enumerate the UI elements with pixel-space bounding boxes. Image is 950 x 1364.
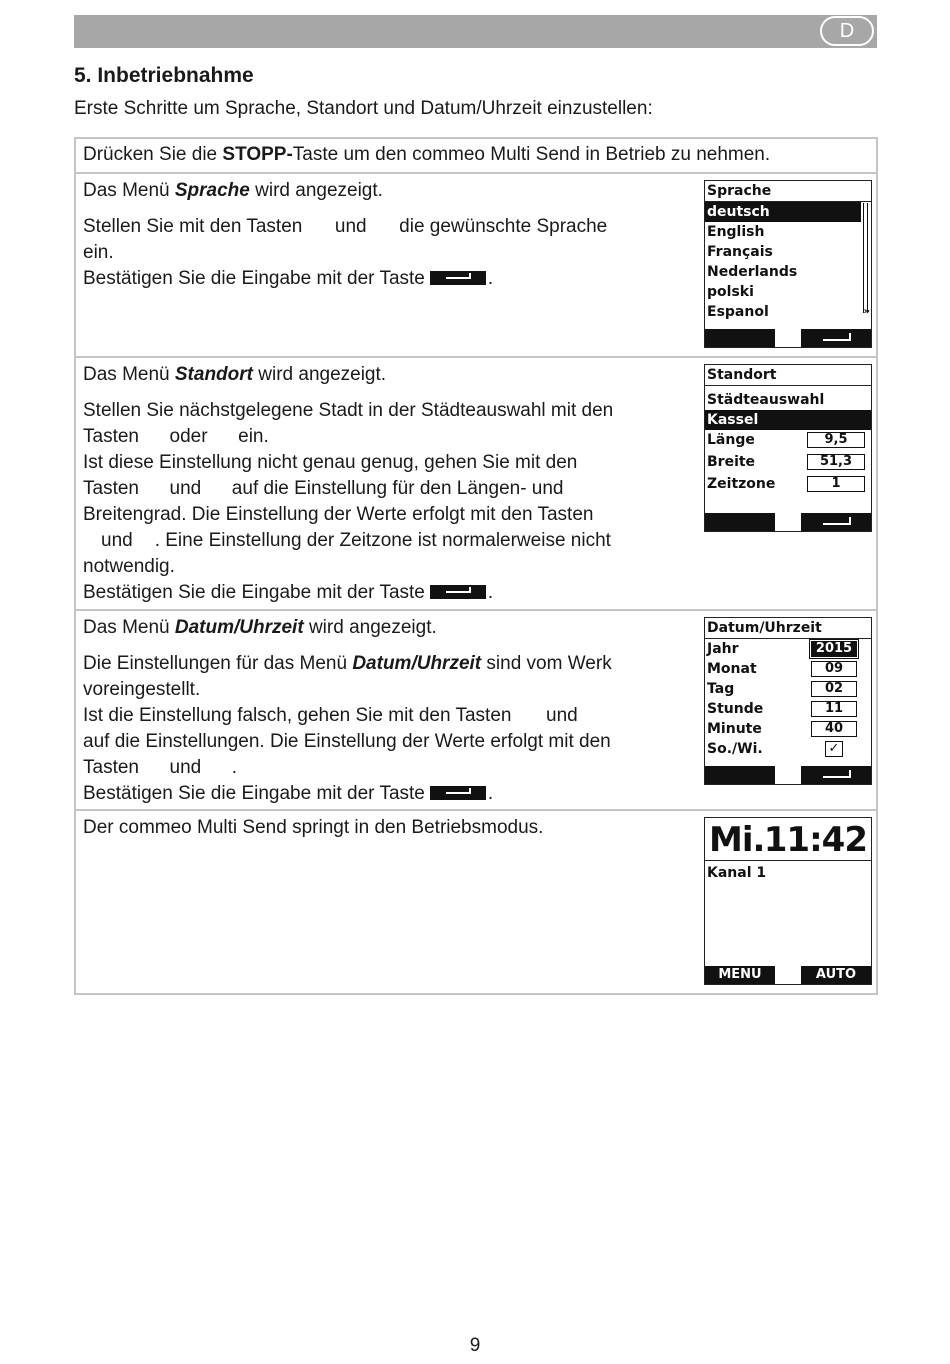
enter-arrow-icon [819,333,853,341]
screen-row-breite: Breite 51,3 [705,452,871,472]
screen-row-monat: Monat 09 [705,659,871,679]
softkey-menu: MENU [705,966,775,984]
enter-arrow-icon [819,517,853,525]
screen-softkeys [705,766,871,784]
row-start [76,139,876,174]
header-bar [74,15,877,48]
screen-row-zeitzone: Zeitzone 1 [705,474,871,494]
enter-key-icon [430,271,486,285]
scrollbar-icon [863,203,868,313]
screen-row-stunde: Stunde 11 [705,699,871,719]
enter-key-icon [430,786,486,800]
section-title: 5. Inbetriebnahme [74,64,254,87]
instruction-table [74,137,878,995]
screen-row-minute: Minute 40 [705,719,871,739]
screen-softkeys [705,513,871,531]
standort-screen [704,364,872,532]
datum-line-4: auf die Einstellungen. Die Einstellung der Werte erfolgt mit den [83,731,611,752]
section-intro: Erste Schritte um Sprache, Standort und Datum/Uhrzeit einzustellen: [74,98,653,119]
screen-channel: Kanal 1 [707,865,767,881]
datum-line-6: Bestätigen Sie die Eingabe mit der Taste . [83,783,494,804]
softkey-left [705,513,775,531]
screen-day: Mi. [709,820,765,860]
softkey-enter [801,329,871,347]
datum-screen [704,617,872,785]
screen-title: Standort [705,365,871,386]
screen-item: deutsch [705,202,861,222]
row-start-text: Drücken Sie die STOPP-Taste um den commeo Multi Send in Betrieb zu nehmen. [83,144,771,165]
language-badge: D [820,16,874,46]
checkbox-icon: ✓ [825,741,843,757]
screen-item: polski [707,284,754,300]
screen-softkeys [705,966,871,984]
screen-clock [705,818,871,861]
screen-row-tag: Tag 02 [705,679,871,699]
sprache-screen [704,180,872,348]
standort-line-5: Breitengrad. Die Einstellung der Werte erfolgt mit den Tasten [83,504,594,525]
standort-line-8: Bestätigen Sie die Eingabe mit der Taste . [83,582,494,603]
datum-lead: Das Menü Datum/Uhrzeit wird angezeigt. [83,617,437,638]
scroll-down-icon: » [863,306,870,317]
screen-softkeys [705,329,871,347]
sprache-lead: Das Menü Sprache wird angezeigt. [83,180,383,201]
sprache-line-3: Bestätigen Sie die Eingabe mit der Taste . [83,268,494,289]
betrieb-screen [704,817,872,985]
screen-subtitle: Städteauswahl [707,392,825,408]
softkey-enter [801,513,871,531]
standort-line-3: Ist diese Einstellung nicht genau genug, gehen Sie mit den [83,452,578,473]
row-standort [76,358,876,611]
row-sprache [76,174,876,358]
screen-time: 11:42 [763,820,867,860]
standort-line-7: notwendig. [83,556,175,577]
screen-item: Nederlands [707,264,798,280]
row-datum [76,611,876,811]
standort-line-2: Tasten oder ein. [83,426,269,447]
screen-title: Datum/Uhrzeit [705,618,871,639]
standort-line-4: Tasten und auf die Einstellung für den Längen- und [83,478,564,499]
page-number: 9 [469,1335,481,1356]
datum-line-2: voreingestellt. [83,679,201,700]
screen-row-sowi: So./Wi. ✓ [705,739,871,759]
softkey-enter [801,766,871,784]
datum-line-5: Tasten und . [83,757,238,778]
softkey-left [705,766,775,784]
sprache-line-1: Stellen Sie mit den Tasten und die gewünschte Sprache [83,216,608,237]
softkey-auto: AUTO [801,966,871,984]
softkey-left [705,329,775,347]
standort-line-1: Stellen Sie nächstgelegene Stadt in der Städteauswahl mit den [83,400,614,421]
datum-line-1: Die Einstellungen für das Menü Datum/Uhrzeit sind vom Werk [83,653,612,674]
enter-key-icon [430,585,486,599]
enter-arrow-icon [819,770,853,778]
screen-item: Français [707,244,773,260]
standort-line-6: und . Eine Einstellung der Zeitzone ist normalerweise nicht [101,530,611,551]
row-betrieb [76,811,876,993]
screen-item: English [707,224,765,240]
screen-item: Espanol [707,304,769,320]
screen-city: Kassel [705,410,871,430]
screen-row-jahr: Jahr 2015 [705,639,871,659]
standort-lead: Das Menü Standort wird angezeigt. [83,364,387,385]
betrieb-text: Der commeo Multi Send springt in den Betriebsmodus. [83,817,544,838]
sprache-line-2: ein. [83,242,114,263]
screen-title: Sprache [705,181,871,202]
screen-row-laenge: Länge 9,5 [705,430,871,450]
datum-line-3: Ist die Einstellung falsch, gehen Sie mit den Tasten und [83,705,578,726]
